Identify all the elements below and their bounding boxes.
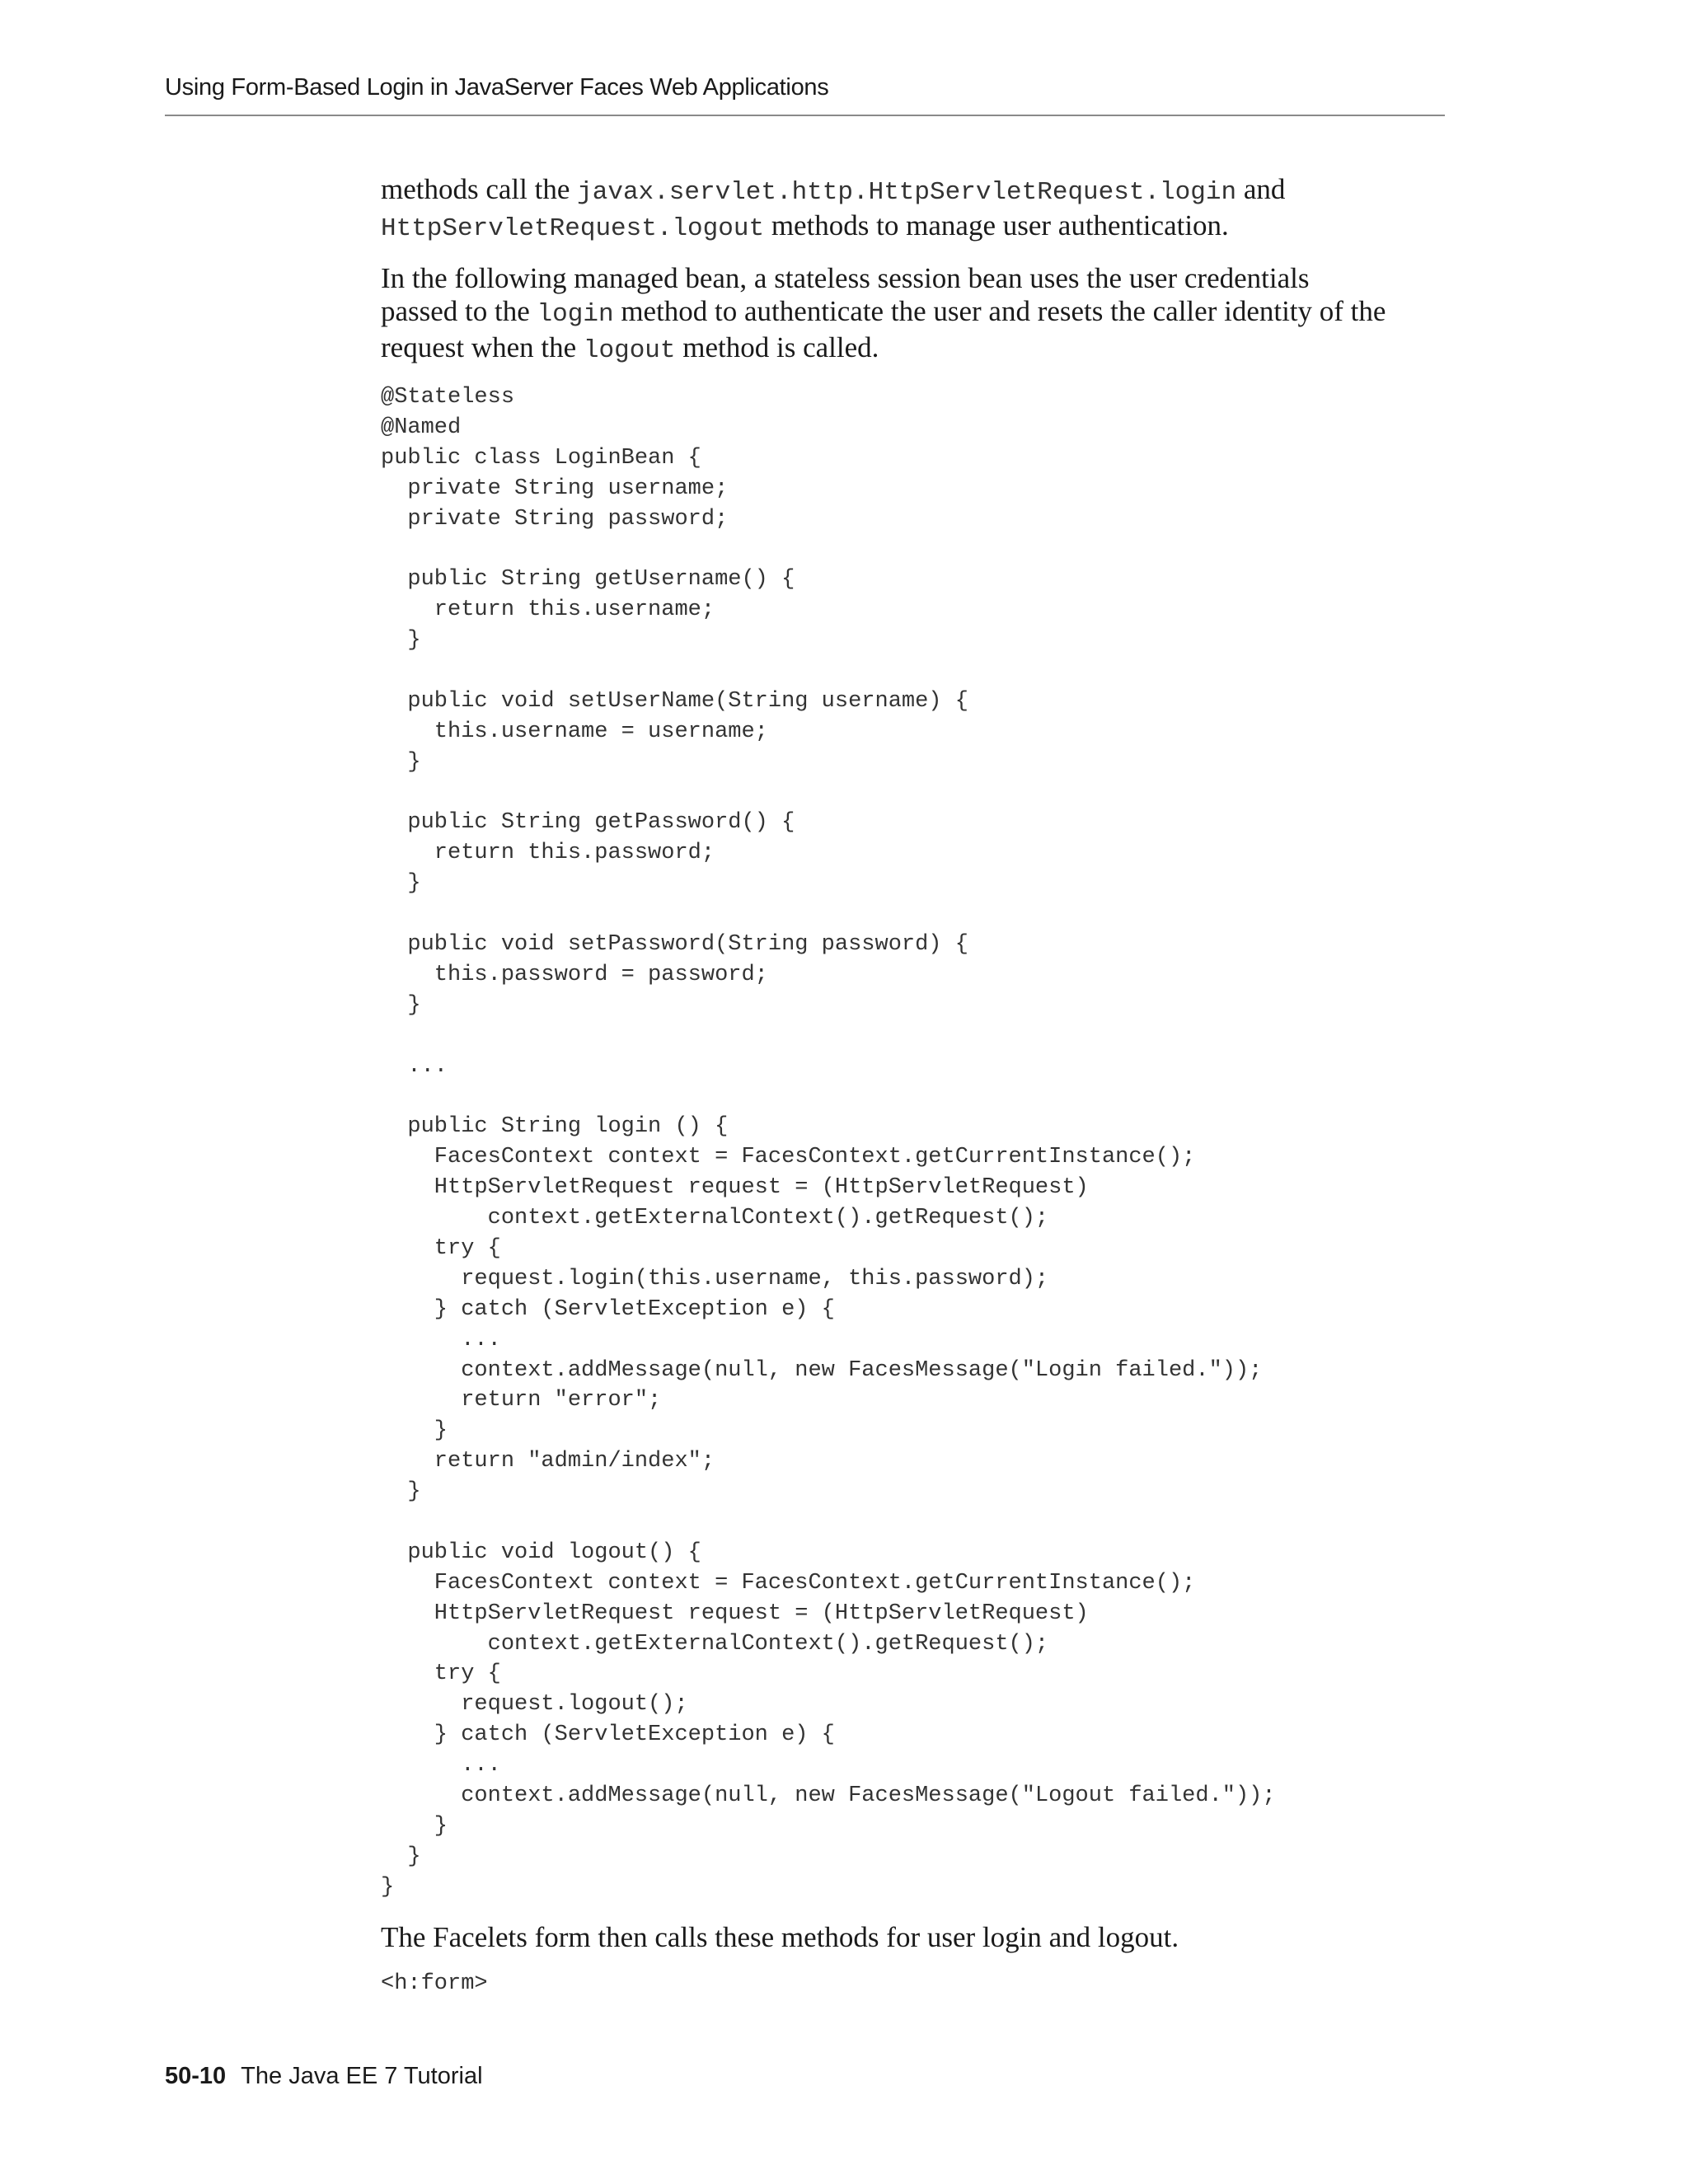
code-line: } <box>381 1874 395 1900</box>
code-line: } <box>381 1479 421 1505</box>
code-line: HttpServletRequest request = (HttpServletRequest) <box>381 1175 1089 1201</box>
code-line: ... <box>381 1053 448 1079</box>
header-rule <box>165 115 1445 116</box>
code-line: return "admin/index"; <box>381 1449 715 1474</box>
running-header: Using Form-Based Login in JavaServer Faces Web Applications <box>165 74 829 101</box>
page-footer <box>165 2063 483 2090</box>
code-line: FacesContext context = FacesContext.getCurrentInstance(); <box>381 1145 1196 1170</box>
code-line: public class LoginBean { <box>381 445 701 471</box>
code-line: public String getUsername() { <box>381 567 795 593</box>
code-line: this.password = password; <box>381 962 768 987</box>
description-text: method to authenticate the user and resets the caller identity of the <box>613 295 1386 327</box>
code-line: FacesContext context = FacesContext.getCurrentInstance(); <box>381 1570 1196 1596</box>
code-line: try { <box>381 1661 501 1687</box>
code-line: HttpServletRequest request = (HttpServletRequest) <box>381 1601 1089 1626</box>
code-line <box>381 656 1452 687</box>
intro-line-2 <box>381 209 1452 246</box>
code-line: } <box>381 628 421 654</box>
code-line: context.getExternalContext().getRequest(); <box>381 1631 1049 1657</box>
code-line: } <box>381 1844 421 1869</box>
description-line-1: In the following managed bean, a stateless session bean uses the user credentials <box>381 262 1310 294</box>
login-bean-code-block <box>381 382 1452 1903</box>
code-line: ... <box>381 1753 501 1779</box>
facelets-form-snippet: <h:form> <box>381 1971 488 1996</box>
code-line: return this.password; <box>381 841 715 866</box>
code-line: } <box>381 1813 448 1839</box>
facelets-paragraph: The Facelets form then calls these methods for user login and logout. <box>381 1920 1179 1953</box>
description-text: passed to the <box>381 295 537 327</box>
code-line: public void setPassword(String password) { <box>381 932 968 958</box>
code-line: } <box>381 871 421 897</box>
code-line: @Named <box>381 415 462 440</box>
code-line: request.logout(); <box>381 1692 688 1718</box>
intro-text: methods to manage user authentication. <box>764 209 1229 241</box>
code-line: request.login(this.username, this.password); <box>381 1266 1049 1291</box>
description-line-2 <box>381 295 1452 331</box>
book-title: The Java EE 7 Tutorial <box>241 2063 483 2089</box>
code-line <box>381 1021 1452 1052</box>
inline-code-logout: HttpServletRequest.logout <box>381 214 765 243</box>
intro-text: methods call the <box>381 173 578 205</box>
code-line: private String password; <box>381 506 729 532</box>
inline-code-login-method: login <box>537 300 614 329</box>
description-text: request when the <box>381 331 584 363</box>
code-line: } catch (ServletException e) { <box>381 1296 835 1322</box>
code-line: public String login () { <box>381 1114 729 1140</box>
code-line <box>381 1081 1452 1112</box>
intro-paragraph <box>381 173 1452 246</box>
code-line: @Stateless <box>381 385 515 410</box>
code-line: public void logout() { <box>381 1540 701 1565</box>
code-line <box>381 534 1452 565</box>
code-line: } <box>381 992 421 1018</box>
description-line-3 <box>381 331 1452 368</box>
inline-code-logout-method: logout <box>583 336 676 365</box>
code-line <box>381 778 1452 808</box>
code-line: try { <box>381 1235 501 1261</box>
code-line: ... <box>381 1327 501 1352</box>
code-line: public String getPassword() { <box>381 810 795 836</box>
inline-code-login-fqn: javax.servlet.http.HttpServletRequest.login <box>577 178 1237 207</box>
code-line: } <box>381 1418 448 1444</box>
page-content <box>381 173 1452 1999</box>
code-line: this.username = username; <box>381 719 768 744</box>
bean-description-paragraph <box>381 262 1452 368</box>
code-line: return "error"; <box>381 1388 662 1413</box>
code-line: return this.username; <box>381 598 715 623</box>
code-line: context.addMessage(null, new FacesMessage("Login failed.")); <box>381 1357 1263 1383</box>
intro-text: and <box>1236 173 1286 205</box>
code-line <box>381 899 1452 930</box>
code-line: } catch (ServletException e) { <box>381 1722 835 1748</box>
code-line: context.getExternalContext().getRequest(); <box>381 1206 1049 1231</box>
code-line: context.addMessage(null, new FacesMessage("Logout failed.")); <box>381 1783 1276 1808</box>
description-text: method is called. <box>675 331 879 363</box>
code-line <box>381 1507 1452 1538</box>
intro-line-1 <box>381 173 1452 209</box>
code-line: } <box>381 749 421 775</box>
code-line: public void setUserName(String username) { <box>381 688 968 714</box>
page-number: 50-10 <box>165 2063 227 2089</box>
code-line: private String username; <box>381 476 729 501</box>
